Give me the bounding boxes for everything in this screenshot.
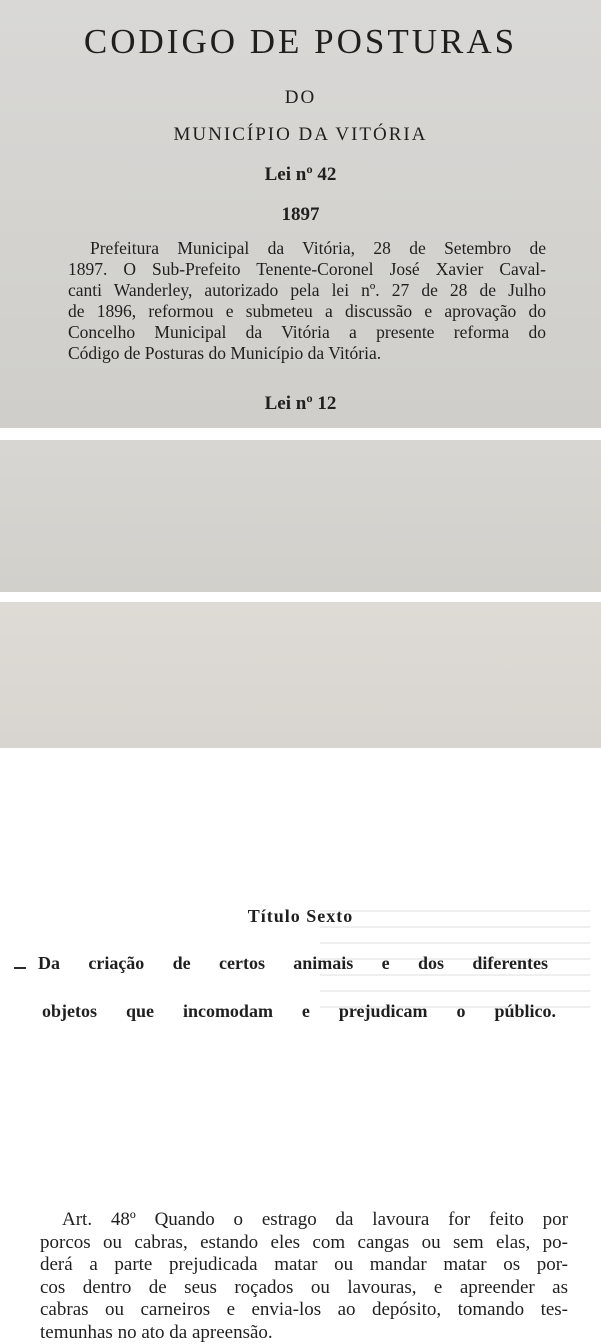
article-line: Art. 48º Quando o estrago da lavoura for feito por <box>40 1209 568 1232</box>
header-page-scan <box>0 0 601 428</box>
section-title: Título Sexto <box>0 906 601 927</box>
municipality-name: MUNICÍPIO DA VITÓRIA <box>0 124 601 146</box>
article-paragraph <box>40 1209 568 1344</box>
article-scan <box>0 602 601 748</box>
law-year: 1897 <box>0 204 601 226</box>
section-subtitle-line-1: Da criação de certos animais e dos diferentes <box>38 953 548 974</box>
title-connector: DO <box>0 87 601 109</box>
intro-paragraph <box>68 238 546 364</box>
article-line: temunhas no ato da apreensão. <box>40 1322 568 1344</box>
law-number-footer: Lei nº 12 <box>0 393 601 415</box>
document-title: CODIGO DE POSTURAS <box>0 22 601 62</box>
dash-mark <box>14 967 26 969</box>
paragraph-line: Código de Posturas do Município da Vitória. <box>68 343 546 364</box>
paragraph-line: de 1896, reformou e submeteu a discussão e aprovação do <box>68 301 546 322</box>
article-line: cos dentro de seus roçados ou lavouras, e apreender as <box>40 1277 568 1300</box>
article-line: derá a parte prejudicada matar ou mandar matar os por- <box>40 1254 568 1277</box>
article-line: porcos ou cabras, estando eles com cangas ou sem elas, po- <box>40 1232 568 1255</box>
paragraph-line: Prefeitura Municipal da Vitória, 28 de Setembro de <box>68 238 546 259</box>
paragraph-line: Concelho Municipal da Vitória a presente reforma do <box>68 322 546 343</box>
law-number: Lei nº 42 <box>0 164 601 186</box>
section-title-scan <box>0 440 601 592</box>
paragraph-line: 1897. O Sub-Prefeito Tenente-Coronel José Xavier Caval- <box>68 259 546 280</box>
article-line: cabras ou carneiros e envia-los ao depósito, tomando tes- <box>40 1299 568 1322</box>
section-subtitle-line-2: objetos que incomodam e prejudicam o público. <box>42 1001 556 1022</box>
paragraph-line: canti Wanderley, autorizado pela lei nº. 27 de 28 de Julho <box>68 280 546 301</box>
